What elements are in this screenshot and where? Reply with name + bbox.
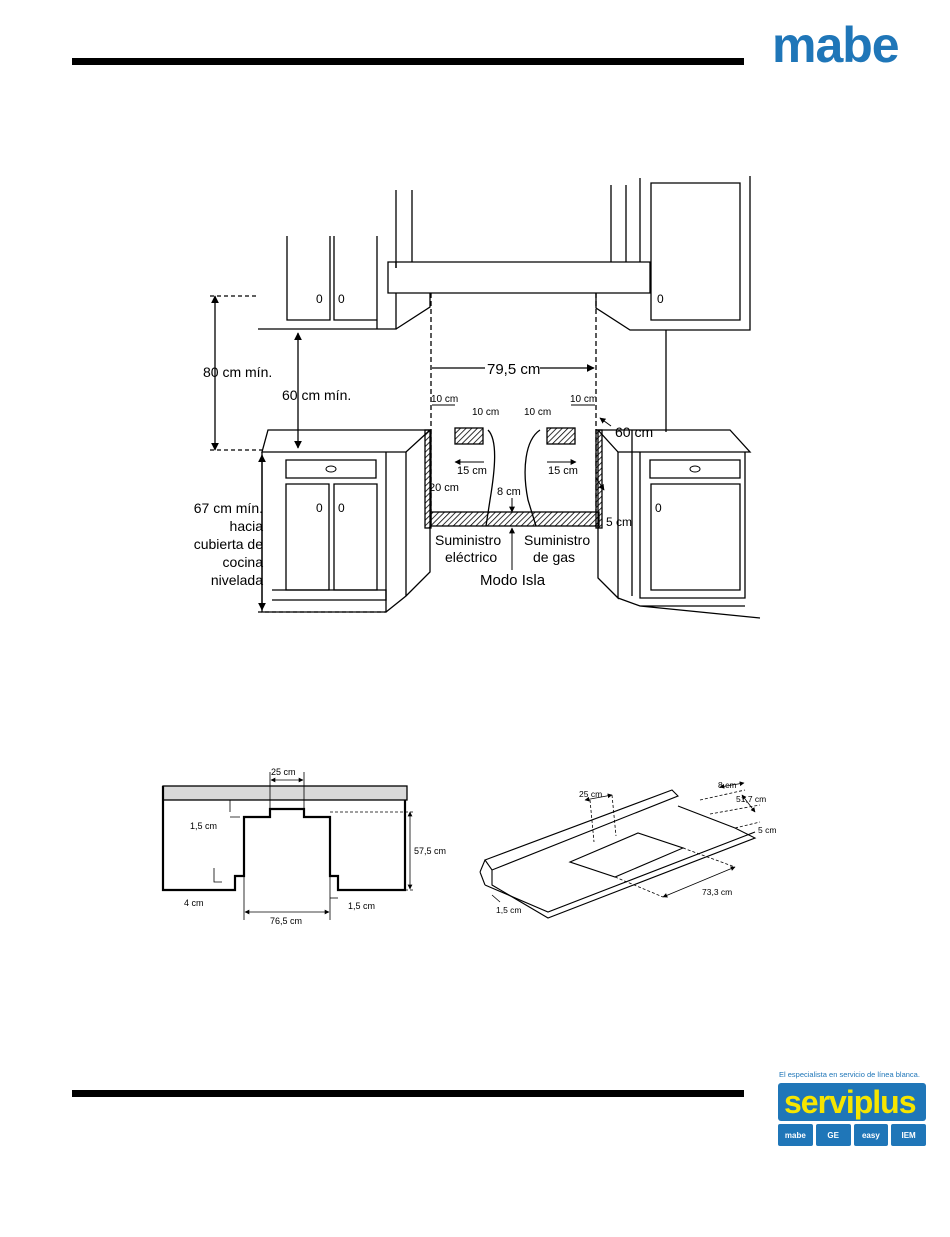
label-cab67-line5: nivelada: [210, 572, 263, 588]
label-counter-25: 25 cm: [579, 789, 603, 799]
label-right-10a: 10 cm: [524, 407, 552, 418]
brand-mabe: mabe: [778, 1124, 813, 1146]
serviplus-tagline: El especialista en servicio de línea blanca.: [779, 1070, 920, 1079]
label-height-60: 60 cm mín.: [282, 387, 352, 403]
label-gas-line2: de gas: [533, 549, 576, 565]
serviplus-logo: serviplus: [784, 1084, 916, 1120]
label-cab67-line3: cubierta de: [193, 536, 263, 552]
mabe-logo: mabe: [772, 17, 899, 73]
label-cab67-line4: cocina: [222, 554, 263, 570]
label-counter-15: 1,5 cm: [496, 905, 522, 915]
brand-ge: GE: [816, 1124, 851, 1146]
label-depth-5: 5 cm: [606, 515, 633, 529]
label-height-80: 80 cm mín.: [203, 364, 273, 380]
label-counter-8: 8 cm: [718, 780, 737, 790]
label-counter-733: 73,3 cm: [702, 887, 733, 897]
label-cutout-765: 76,5 cm: [270, 916, 303, 926]
label-electric-line2: eléctrico: [445, 549, 498, 565]
label-cab67-line2: hacia: [229, 518, 263, 534]
label-island-mode: Modo Isla: [480, 572, 546, 589]
label-cutout-25: 25 cm: [271, 767, 296, 777]
label-depth-20: 20 cm: [429, 482, 459, 494]
label-cutout-step-15a: 1,5 cm: [190, 821, 218, 831]
label-depth-8: 8 cm: [497, 486, 521, 498]
knob-label: 0: [316, 501, 323, 515]
footer-rule: [72, 1090, 744, 1097]
label-right-10b: 10 cm: [570, 394, 598, 405]
drawer-handle: [326, 466, 336, 472]
label-cutout-575: 57,5 cm: [414, 846, 447, 856]
knob-label: 0: [338, 501, 345, 515]
label-cab67-line1: 67 cm mín.: [193, 500, 263, 516]
label-cutout-step-15b: 1,5 cm: [348, 901, 376, 911]
knob-label: 0: [655, 501, 662, 515]
label-width-60: 60 cm: [615, 424, 654, 440]
label-left-15: 15 cm: [457, 465, 487, 477]
label-cutout-4: 4 cm: [184, 898, 204, 908]
label-left-10a: 10 cm: [431, 394, 459, 405]
partner-brands: [778, 1124, 926, 1146]
knob-label: 0: [657, 292, 664, 306]
label-width-795: 79,5 cm: [487, 361, 541, 378]
drawer-handle: [690, 466, 700, 472]
label-right-15: 15 cm: [548, 465, 578, 477]
label-left-10b: 10 cm: [472, 407, 500, 418]
knob-label: 0: [316, 292, 323, 306]
brand-iem: IEM: [891, 1124, 926, 1146]
label-gas-line1: Suministro: [524, 532, 591, 548]
label-counter-5: 5 cm: [758, 825, 777, 835]
label-counter-517: 51,7 cm: [736, 794, 767, 804]
label-electric-line1: Suministro: [435, 532, 502, 548]
countertop-perspective-diagram: [480, 783, 760, 918]
knob-label: 0: [338, 292, 345, 306]
brand-easy: easy: [854, 1124, 889, 1146]
